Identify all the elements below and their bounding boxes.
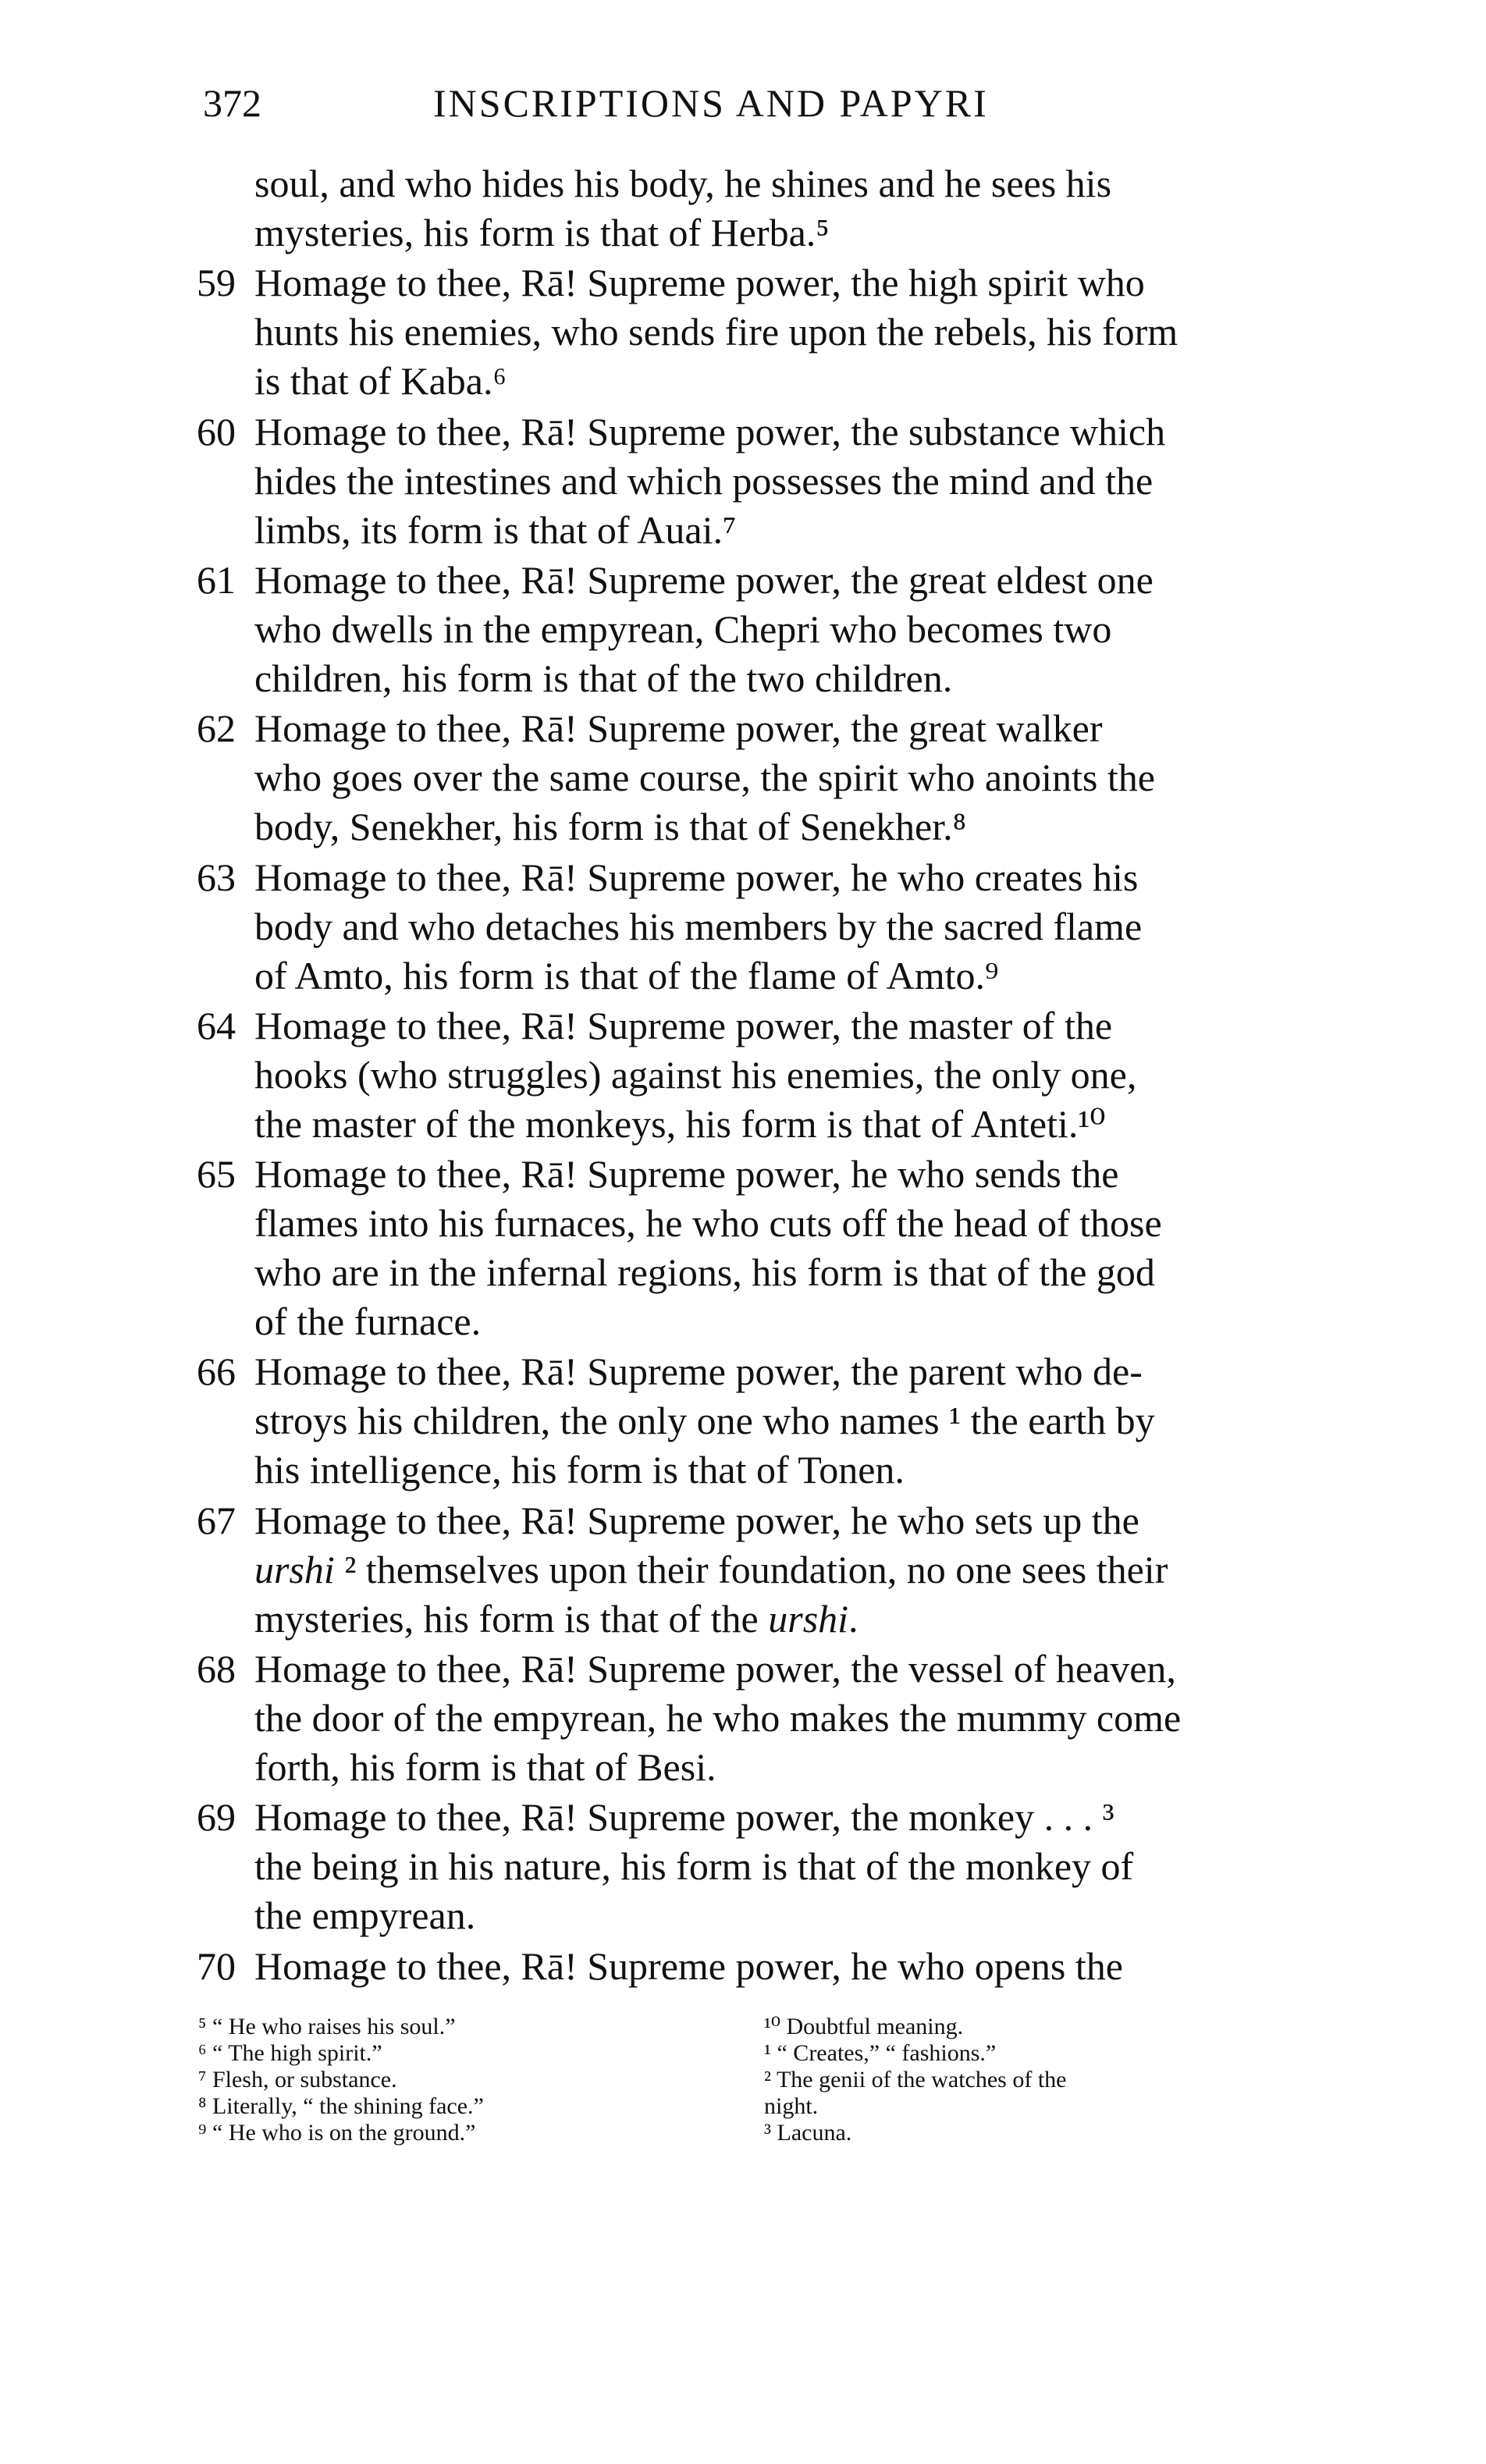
litany-entry: 60 Homage to thee, Rā! Supreme power, the substance which hides the intestines and which possesses the mind and the limbs, its form is that of Auai.⁷ [198, 407, 1322, 555]
text-line: Homage to thee, Rā! Supreme power, the great walker [254, 706, 1103, 751]
text-line: body, Senekher, his form is that of Senekher.⁸ [254, 805, 967, 849]
litany-entry: 62 Homage to thee, Rā! Supreme power, the great walker who goes over the same course, the spirit who anoints the body, Senekher, his form is that of Senekher.⁸ [198, 704, 1322, 852]
text-line: the empyrean. [254, 1893, 476, 1938]
text-line: of Amto, his form is that of the flame of Amto.⁹ [254, 953, 999, 997]
entry-text [254, 1793, 1322, 1940]
text-line: Homage to thee, Rā! Supreme power, the parent who de- [254, 1349, 1143, 1394]
entry-text [254, 1942, 1322, 1991]
page-header [0, 72, 1486, 134]
text-line: mysteries, his form is that of the urshi. [254, 1596, 859, 1641]
litany-entry: 68 Homage to thee, Rā! Supreme power, the vessel of heaven, the door of the empyrean, he who makes the mummy come forth, his form is that of Besi. [198, 1644, 1322, 1792]
entry-text [254, 258, 1322, 406]
litany-entry: 70 Homage to thee, Rā! Supreme power, he who opens the [198, 1942, 1322, 1991]
footnote: night. [764, 2093, 819, 2119]
text-line: forth, his form is that of Besi. [254, 1745, 716, 1789]
footnote: ⁶ “ The high spirit.” [198, 2040, 382, 2066]
text-line: hunts his enemies, who sends fire upon the rebels, his form [254, 310, 1178, 354]
text-line: Homage to thee, Rā! Supreme power, he who sets up the [254, 1498, 1139, 1542]
text-line: who goes over the same course, the spirit who anoints the [254, 756, 1155, 800]
text-line: his intelligence, his form is that of Tonen. [254, 1448, 905, 1492]
text-line: who are in the infernal regions, his form is that of the god [254, 1250, 1155, 1295]
entry-text [254, 704, 1322, 852]
text-line: Homage to thee, Rā! Supreme power, the master of the [254, 1003, 1113, 1047]
entry-text [254, 1001, 1322, 1149]
text-line: of the furnace. [254, 1300, 482, 1344]
text-line: urshi ² themselves upon their foundation, no one sees their [254, 1547, 1168, 1591]
text-line: Homage to thee, Rā! Supreme power, the vessel of heaven, [254, 1647, 1176, 1691]
litany-entry [198, 159, 1322, 258]
text-line: children, his form is that of the two children. [254, 656, 953, 700]
footnote: ⁸ Literally, “ the shining face.” [198, 2093, 484, 2119]
text-line: Homage to thee, Rā! Supreme power, he who creates his [254, 855, 1139, 899]
footnote: ⁷ Flesh, or substance. [198, 2067, 397, 2092]
text-line: stroys his children, the only one who names ¹ the earth by [254, 1399, 1155, 1443]
text-line: Homage to thee, Rā! Supreme power, the monkey . . . ³ [254, 1795, 1114, 1840]
litany-entry: 64 Homage to thee, Rā! Supreme power, the master of the hooks (who struggles) against his enemies, the only one, the master of the monkeys, his form is that of Anteti.¹⁰ [198, 1001, 1322, 1149]
text-line: hides the intestines and which possesses the mind and the [254, 458, 1154, 503]
text-line: the being in his nature, his form is that of the monkey of [254, 1844, 1134, 1889]
text-line: is that of Kaba.⁶ [254, 359, 507, 404]
text-line: soul, and who hides his body, he shines and he sees his [254, 162, 1112, 205]
text-line: hooks (who struggles) against his enemies, the only one, [254, 1052, 1137, 1097]
footnote: ³ Lacuna. [764, 2120, 852, 2146]
footnote: ⁹ “ He who is on the ground.” [198, 2120, 476, 2146]
entry-text [254, 159, 1322, 258]
page-number: 372 [203, 81, 261, 125]
running-head: INSCRIPTIONS AND PAPYRI [433, 81, 989, 125]
footnote: ¹ “ Creates,” “ fashions.” [764, 2040, 997, 2066]
litany-entry: 61 Homage to thee, Rā! Supreme power, the great eldest one who dwells in the empyrean, Chepri who becomes two children, his form is that of the two children. [198, 556, 1322, 703]
text-line: mysteries, his form is that of Herba.⁵ [254, 211, 830, 254]
entry-text [254, 407, 1322, 555]
text-line: Homage to thee, Rā! Supreme power, he who opens the [254, 1943, 1123, 1988]
text-line: the door of the empyrean, he who makes the mummy come [254, 1696, 1182, 1740]
entry-text [254, 853, 1322, 1001]
text-line: the master of the monkeys, his form is that of Anteti.¹⁰ [254, 1101, 1106, 1146]
text-line: limbs, its form is that of Auai.⁷ [254, 507, 737, 552]
footnote: ¹⁰ Doubtful meaning. [764, 2014, 964, 2039]
litany-entry: 66 Homage to thee, Rā! Supreme power, the parent who de- stroys his children, the only one who names ¹ the earth by his intelligence, his form is that of Tonen. [198, 1347, 1322, 1495]
litany-entry: 65 Homage to thee, Rā! Supreme power, he who sends the flames into his furnaces, he who cuts off the head of those who are in the infernal regions, his form is that of the god of the furnace. [198, 1150, 1322, 1346]
footnotes-right-column [764, 2014, 1330, 2146]
text-line: who dwells in the empyrean, Chepri who becomes two [254, 606, 1112, 651]
text-line: flames into his furnaces, he who cuts off the head of those [254, 1201, 1162, 1246]
text-line: body and who detaches his members by the sacred flame [254, 904, 1143, 948]
entry-text [254, 1496, 1322, 1644]
text-line: Homage to thee, Rā! Supreme power, the high spirit who [254, 261, 1145, 305]
litany-entry: 67 Homage to thee, Rā! Supreme power, he who sets up the urshi ² themselves upon their foundation, no one sees their mysteries, his form is that of the urshi. [198, 1496, 1322, 1644]
litany-entry: 63 Homage to thee, Rā! Supreme power, he who creates his body and who detaches his members by the sacred flame of Amto, his form is that of the flame of Amto.⁹ [198, 853, 1322, 1001]
text-line: Homage to thee, Rā! Supreme power, he who sends the [254, 1152, 1119, 1196]
text-line: Homage to thee, Rā! Supreme power, the substance which [254, 409, 1166, 453]
footnote: ² The genii of the watches of the [764, 2067, 1067, 2092]
footnotes-left-column [198, 2014, 745, 2146]
entry-text [254, 556, 1322, 703]
litany-entry: 69 Homage to thee, Rā! Supreme power, the monkey . . . ³ the being in his nature, his form is that of the monkey of the empyrean. [198, 1793, 1322, 1940]
entry-text [254, 1150, 1322, 1346]
footnote: ⁵ “ He who raises his soul.” [198, 2014, 456, 2039]
entry-text [254, 1644, 1322, 1792]
entry-text [254, 1347, 1322, 1495]
text-line: Homage to thee, Rā! Supreme power, the great eldest one [254, 557, 1154, 602]
litany-entry: 59 Homage to thee, Rā! Supreme power, the high spirit who hunts his enemies, who sends fire upon the rebels, his form is that of Kaba.⁶ [198, 258, 1322, 406]
